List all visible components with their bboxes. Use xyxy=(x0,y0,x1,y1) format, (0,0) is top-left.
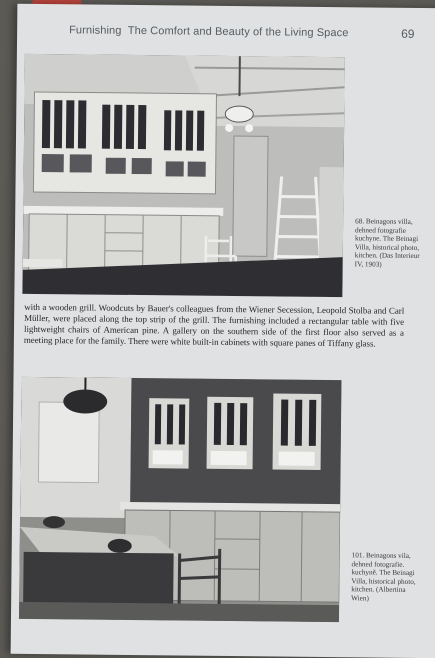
chapter-title: The Comfort and Beauty of the Living Space xyxy=(128,25,349,39)
kitchen-photo-1-drawing xyxy=(22,54,344,297)
figure-caption-2: 101. Beinagons vila, dehned fotografie. kuchyně. The Beinagi Villa, historical photo, kitchen. (Albertina Wien) xyxy=(351,551,418,603)
kitchen-photo-1 xyxy=(22,54,344,297)
kitchen-photo-2 xyxy=(19,377,342,622)
running-head xyxy=(69,24,348,39)
kitchen-photo-2-drawing xyxy=(19,377,342,622)
page-number: 69 xyxy=(401,27,415,41)
figure-caption-1: 68. Beinagons villa, dehned fotografie kuchyne. The Beinagi Villa, historical photo, kitchen. (Das Interieur IV, 1903) xyxy=(355,217,422,269)
section-label: Furnishing xyxy=(69,24,121,37)
body-paragraph: with a wooden grill. Woodcuts by Bauer's colleagues from the Wiener Secession, Leopold Stolba and Carl Müller, were placed along the top strip of the grill. The furnishing included a rectangular table with five lightweight chairs of American pine. A gallery on the southern side of the first floor also served as a meeting place for the family. There were white built-in cabinets with square panes of Tiffany glass. xyxy=(24,302,404,350)
book-page xyxy=(11,4,435,658)
